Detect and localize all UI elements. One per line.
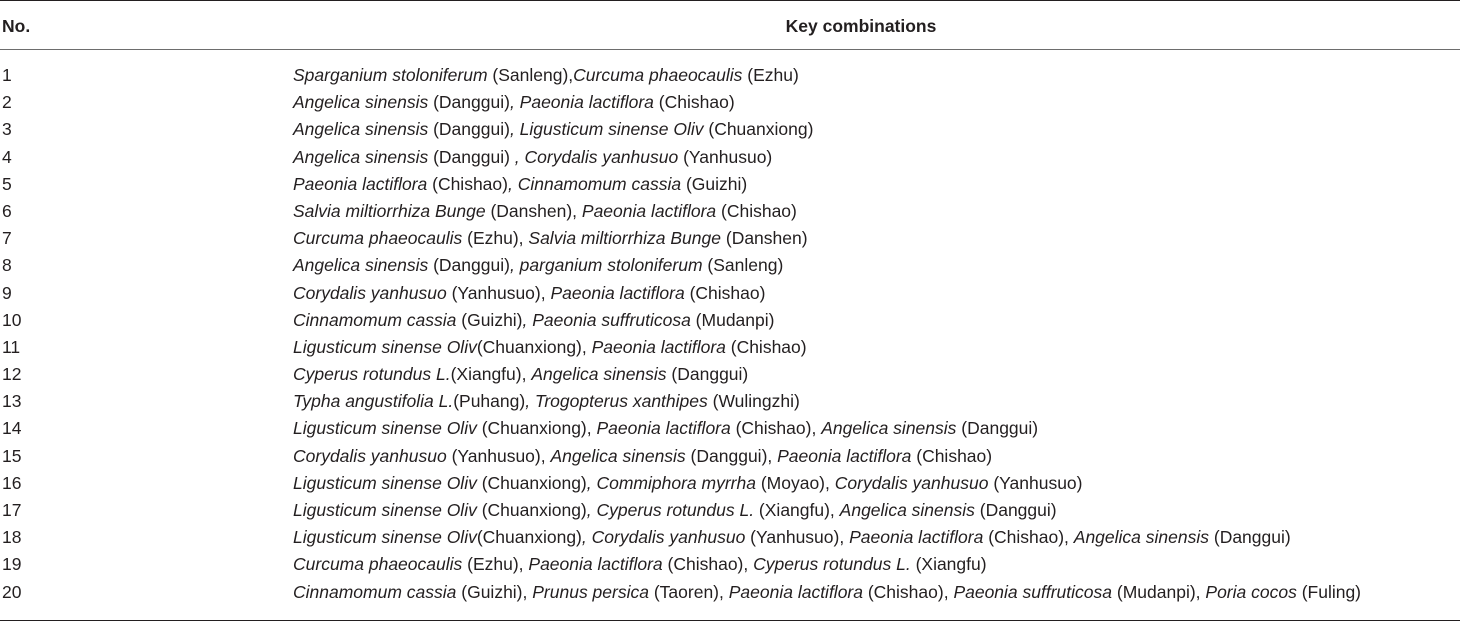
row-key-combination: Cinnamomum cassia (Guizhi), Prunus persica (Taoren), Paeonia lactiflora (Chishao), Paeonia suffruticosa (Mudanpi), Poria cocos (Fuling): [293, 581, 1362, 602]
table-row: [0, 579, 1460, 606]
table-row: [0, 198, 1460, 225]
row-number: 9: [2, 282, 12, 303]
row-number: 11: [2, 336, 21, 357]
row-key-combination: Curcuma phaeocaulis (Ezhu), Salvia miltiorrhiza Bunge (Danshen): [293, 228, 808, 249]
row-key-combination: Ligusticum sinense Oliv(Chuanxiong), Paeonia lactiflora (Chishao): [293, 336, 807, 357]
row-key-combination: Ligusticum sinense Oliv (Chuanxiong), Cyperus rotundus L. (Xiangfu), Angelica sinensis (Danggui): [293, 500, 1057, 520]
row-number: 3: [2, 119, 12, 140]
row-number: 2: [2, 92, 12, 113]
table-row: [0, 144, 1460, 171]
header-key-combinations: Key combinations: [785, 16, 937, 36]
table-row: [0, 415, 1460, 442]
row-number: 14: [2, 418, 22, 439]
row-number: 7: [2, 228, 12, 249]
bottom-rule: [0, 620, 1460, 621]
row-number: 13: [2, 391, 22, 412]
row-key-combination: Cyperus rotundus L.(Xiangfu), Angelica sinensis (Danggui): [293, 364, 749, 385]
row-key-combination: Ligusticum sinense Oliv(Chuanxiong), Corydalis yanhusuo (Yanhusuo), Paeonia lactiflora (Chishao), Angelica sinensis (Danggui): [293, 527, 1291, 548]
table-row: [0, 307, 1460, 334]
row-number: 15: [2, 445, 22, 466]
header-rule: [0, 49, 1460, 50]
table-row: [0, 551, 1460, 578]
row-key-combination: Sparganium stoloniferum (Sanleng),Curcuma phaeocaulis (Ezhu): [293, 65, 799, 85]
table-row: [0, 252, 1460, 279]
row-number: 17: [2, 500, 22, 520]
row-number: 10: [2, 309, 22, 330]
table-row: [0, 280, 1460, 307]
table-row: [0, 470, 1460, 497]
table-row: [0, 171, 1460, 198]
row-key-combination: Corydalis yanhusuo (Yanhusuo), Paeonia lactiflora (Chishao): [293, 282, 766, 303]
table-row: [0, 334, 1460, 361]
row-number: 20: [2, 581, 22, 602]
row-number: 16: [2, 472, 22, 493]
row-number: 12: [2, 364, 22, 385]
table-row: [0, 388, 1460, 415]
row-number: 1: [2, 65, 12, 85]
row-key-combination: Angelica sinensis (Danggui) , Corydalis yanhusuo (Yanhusuo): [293, 146, 773, 167]
row-key-combination: Paeonia lactiflora (Chishao), Cinnamomum cassia (Guizhi): [293, 173, 748, 194]
table-body: [0, 62, 1460, 606]
row-key-combination: Angelica sinensis (Danggui), parganium stoloniferum (Sanleng): [293, 255, 784, 276]
row-key-combination: Ligusticum sinense Oliv (Chuanxiong), Commiphora myrrha (Moyao), Corydalis yanhusuo (Yanhusuo): [293, 472, 1083, 493]
table-row: [0, 443, 1460, 470]
row-number: 5: [2, 173, 12, 194]
table-row: [0, 116, 1460, 143]
row-number: 18: [2, 527, 22, 548]
row-key-combination: Cinnamomum cassia (Guizhi), Paeonia suffruticosa (Mudanpi): [293, 309, 775, 330]
row-key-combination: Ligusticum sinense Oliv (Chuanxiong), Paeonia lactiflora (Chishao), Angelica sinensis (Danggui): [293, 418, 1039, 439]
table-row: [0, 62, 1460, 89]
row-key-combination: Corydalis yanhusuo (Yanhusuo), Angelica sinensis (Danggui), Paeonia lactiflora (Chishao): [293, 445, 993, 466]
row-key-combination: Curcuma phaeocaulis (Ezhu), Paeonia lactiflora (Chishao), Cyperus rotundus L. (Xiangfu): [293, 554, 987, 575]
table-row: [0, 524, 1460, 551]
row-number: 4: [2, 146, 12, 167]
row-number: 8: [2, 255, 12, 276]
top-rule: [0, 0, 1460, 1]
row-key-combination: Typha angustifolia L.(Puhang), Trogopterus xanthipes (Wulingzhi): [293, 391, 800, 412]
row-key-combination: Angelica sinensis (Danggui), Ligusticum sinense Oliv (Chuanxiong): [293, 119, 814, 140]
row-number: 19: [2, 554, 22, 575]
row-number: 6: [2, 200, 12, 221]
table-row: [0, 497, 1460, 524]
table-row: [0, 89, 1460, 116]
table-row: [0, 361, 1460, 388]
table-row: [0, 225, 1460, 252]
row-key-combination: Salvia miltiorrhiza Bunge (Danshen), Paeonia lactiflora (Chishao): [293, 200, 797, 221]
header-no: No.: [2, 16, 31, 36]
row-key-combination: Angelica sinensis (Danggui), Paeonia lactiflora (Chishao): [293, 92, 735, 113]
